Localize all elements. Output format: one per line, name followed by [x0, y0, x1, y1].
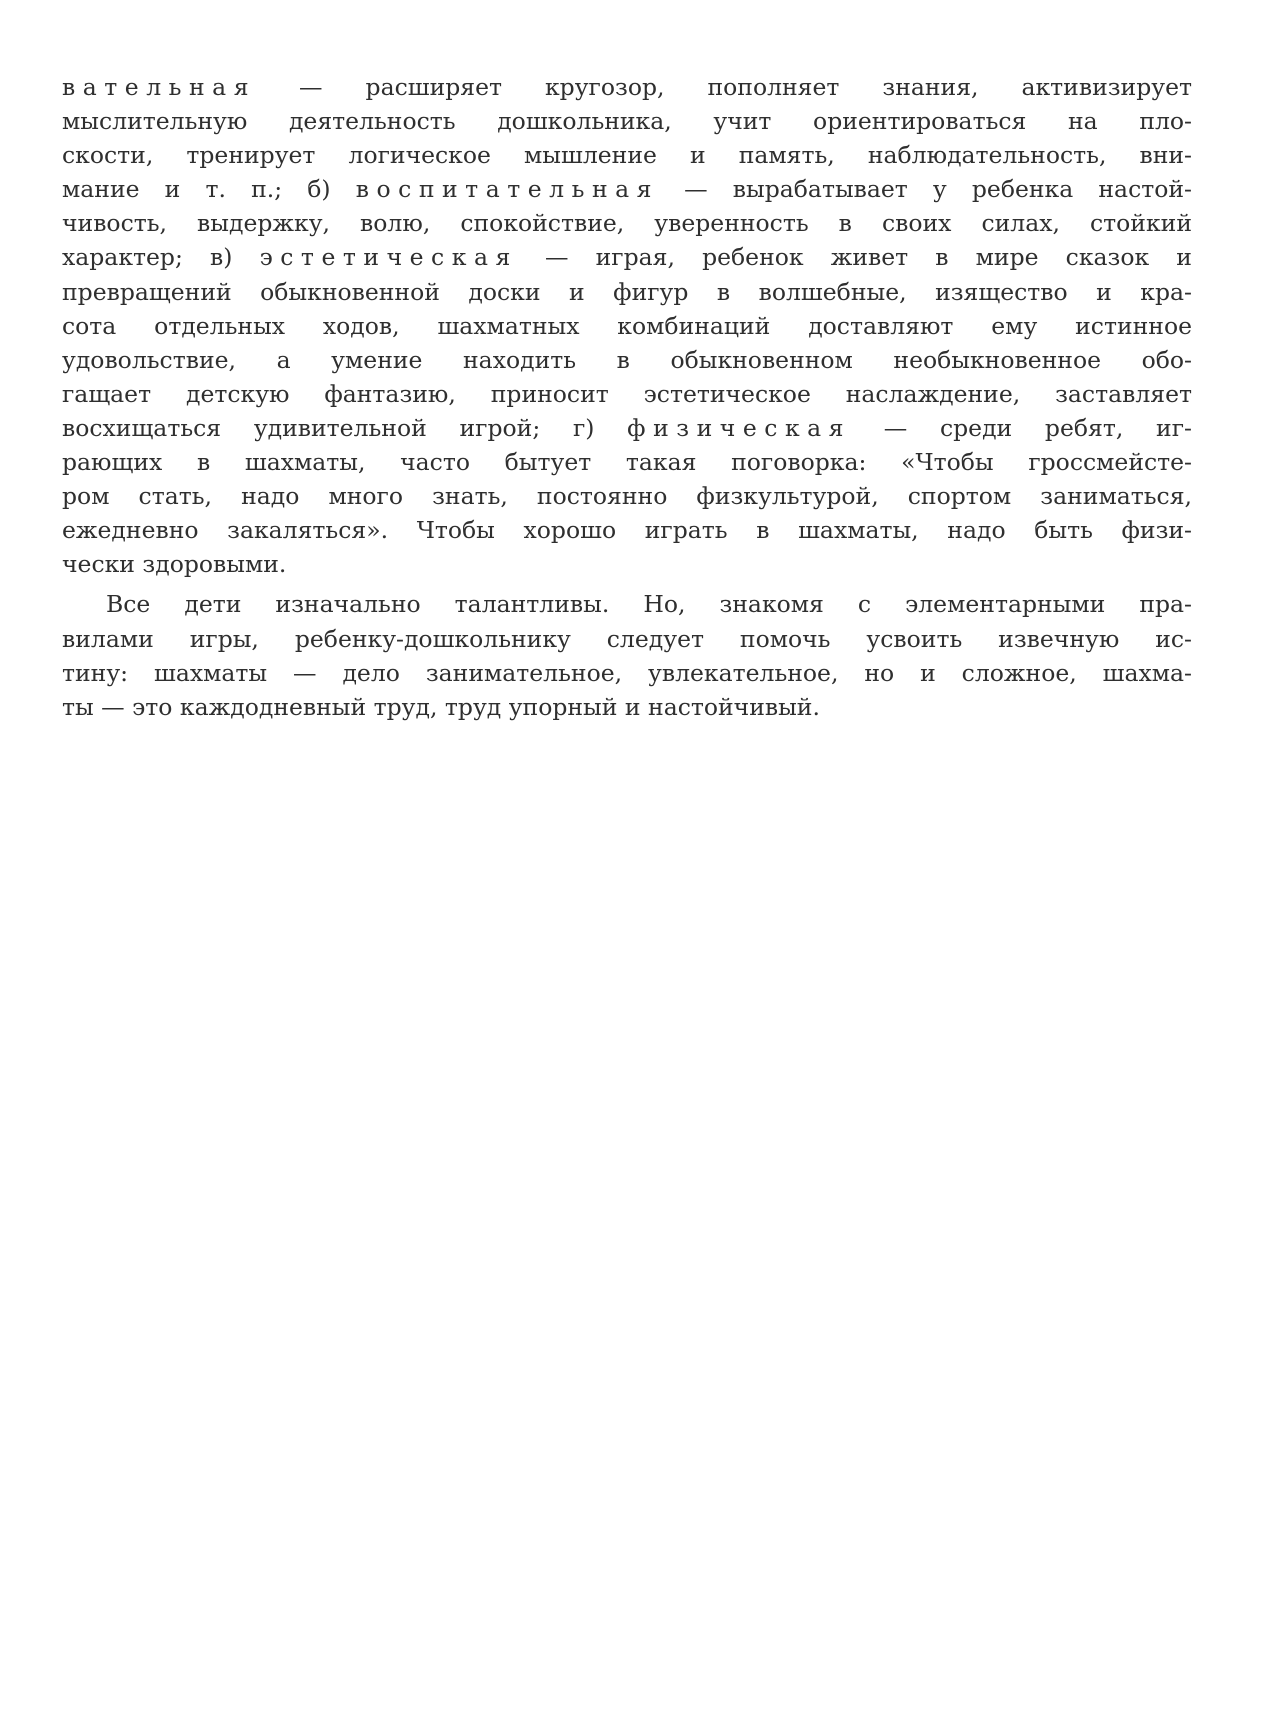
text-line: восхищаться удивительной игрой; г) физическая — среди ребят, иг- — [62, 413, 1192, 442]
text-line: вательная — расширяет кругозор, пополняет знания, активизирует — [62, 73, 1192, 101]
text-line: превращений обыкновенной доски и фигур в волшебные, изящество и кра- — [62, 277, 1192, 306]
text-line: рающих в шахматы, часто бытует такая поговорка: «Чтобы гроссмейсте- — [62, 448, 1192, 477]
spaced-term: воспитательная — [355, 175, 660, 204]
text-line: мание и т. п.; б) воспитательная — вырабатывает у ребенка настой- — [62, 175, 1192, 204]
text-line: чивость, выдержку, волю, спокойствие, уверенность в своих силах, стойкий — [62, 209, 1192, 238]
text-line: сота отдельных ходов, шахматных комбинаций доставляют ему истинное — [62, 311, 1192, 340]
text-line: гащает детскую фантазию, приносит эстетическое наслаждение, заставляет — [62, 379, 1192, 408]
text-line: ежедневно закаляться». Чтобы хорошо играть в шахматы, надо быть физи- — [62, 516, 1192, 545]
text-line: тину: шахматы — дело занимательное, увлекательное, но и сложное, шахма- — [62, 658, 1192, 687]
paragraph-1 — [62, 70, 1192, 581]
text-line: Все дети изначально талантливы. Но, знакомя с элементарными пра- — [106, 590, 1192, 619]
text-line: ты — это каждодневный труд, труд упорный и настойчивый. — [62, 692, 820, 721]
text-line: вилами игры, ребенку-дошкольнику следует помочь усвоить извечную ис- — [62, 624, 1192, 653]
text-line: характер; в) эстетическая — играя, ребенок живет в мире сказок и — [62, 243, 1192, 272]
spaced-term: вательная — [62, 73, 257, 101]
text-line: мыслительную деятельность дошкольника, учит ориентироваться на пло- — [62, 107, 1192, 136]
spaced-term: физическая — [627, 413, 852, 442]
text-line: удовольствие, а умение находить в обыкновенном необыкновенное обо- — [62, 345, 1192, 374]
text-line: ром стать, надо много знать, постоянно физкультурой, спортом заниматься, — [62, 482, 1192, 511]
text-line: чески здоровыми. — [62, 550, 287, 579]
document-page — [62, 70, 1192, 724]
spaced-term: эстетическая — [259, 243, 518, 272]
text-line: скости, тренирует логическое мышление и память, наблюдательность, вни- — [62, 141, 1192, 170]
paragraph-2 — [62, 587, 1192, 723]
